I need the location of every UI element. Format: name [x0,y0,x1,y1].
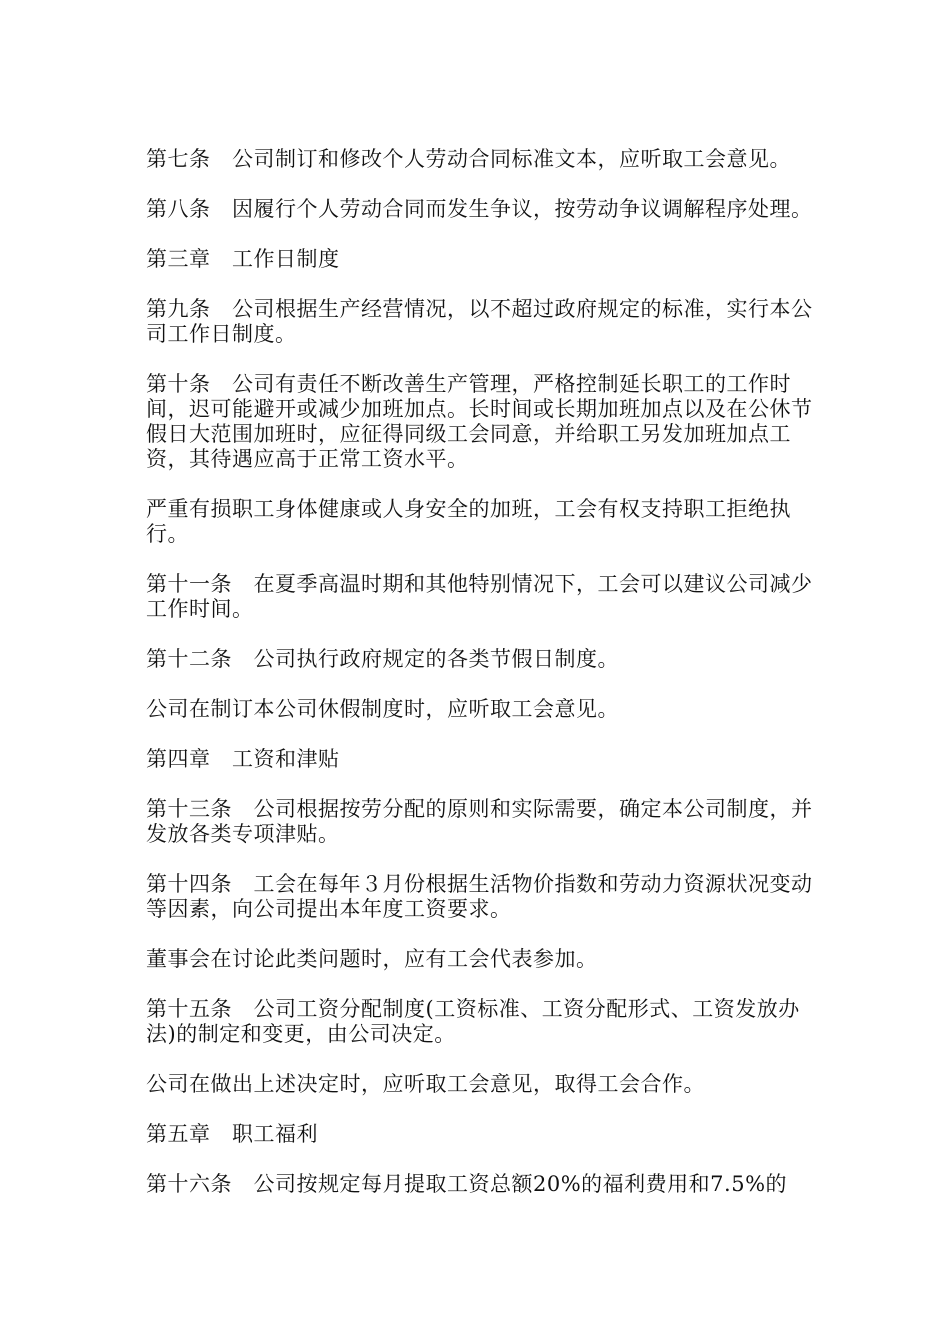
article-11: 第十一条 在夏季高温时期和其他特别情况下，工会可以建议公司减少工作时间。 [146,572,813,621]
article-16: 第十六条 公司按规定每月提取工资总额20%的福利费用和7.5%的 [146,1172,788,1196]
article-15: 第十五条 公司工资分配制度(工资标准、工资分配形式、工资发放办法)的制定和变更，由公司决定。 [146,997,800,1046]
article-12-continued: 公司在制订本公司休假制度时，应听取工会意见。 [146,697,619,721]
article-13: 第十三条 公司根据按劳分配的原则和实际需要，确定本公司制度，并发放各类专项津贴。 [146,797,813,846]
chapter-4-heading: 第四章 工资和津贴 [146,747,340,771]
article-9: 第九条 公司根据生产经营情况，以不超过政府规定的标准，实行本公司工作日制度。 [146,297,813,346]
article-7: 第七条 公司制订和修改个人劳动合同标准文本，应听取工会意见。 [146,147,791,171]
article-10: 第十条 公司有责任不断改善生产管理，严格控制延长职工的工作时间，迟可能避开或减少加班加点。长时间或长期加班加点以及在公休节假日大范围加班时，应征得同级工会同意，并给职工另发加班加点工资，其待遇应高于正常工资水平。 [146,372,813,471]
article-8: 第八条 因履行个人劳动合同而发生争议，按劳动争议调解程序处理。 [146,197,813,221]
chapter-5-heading: 第五章 职工福利 [146,1122,318,1146]
article-10-continued: 严重有损职工身体健康或人身安全的加班，工会有权支持职工拒绝执行。 [146,497,791,546]
article-14-continued: 董事会在讨论此类问题时，应有工会代表参加。 [146,947,598,971]
document-body [146,147,826,1222]
article-14: 第十四条 工会在每年３月份根据生活物价指数和劳动力资源状况变动等因素，向公司提出本年度工资要求。 [146,872,813,921]
article-12: 第十二条 公司执行政府规定的各类节假日制度。 [146,647,619,671]
chapter-3-heading: 第三章 工作日制度 [146,247,340,271]
article-15-continued: 公司在做出上述决定时，应听取工会意见，取得工会合作。 [146,1072,705,1096]
